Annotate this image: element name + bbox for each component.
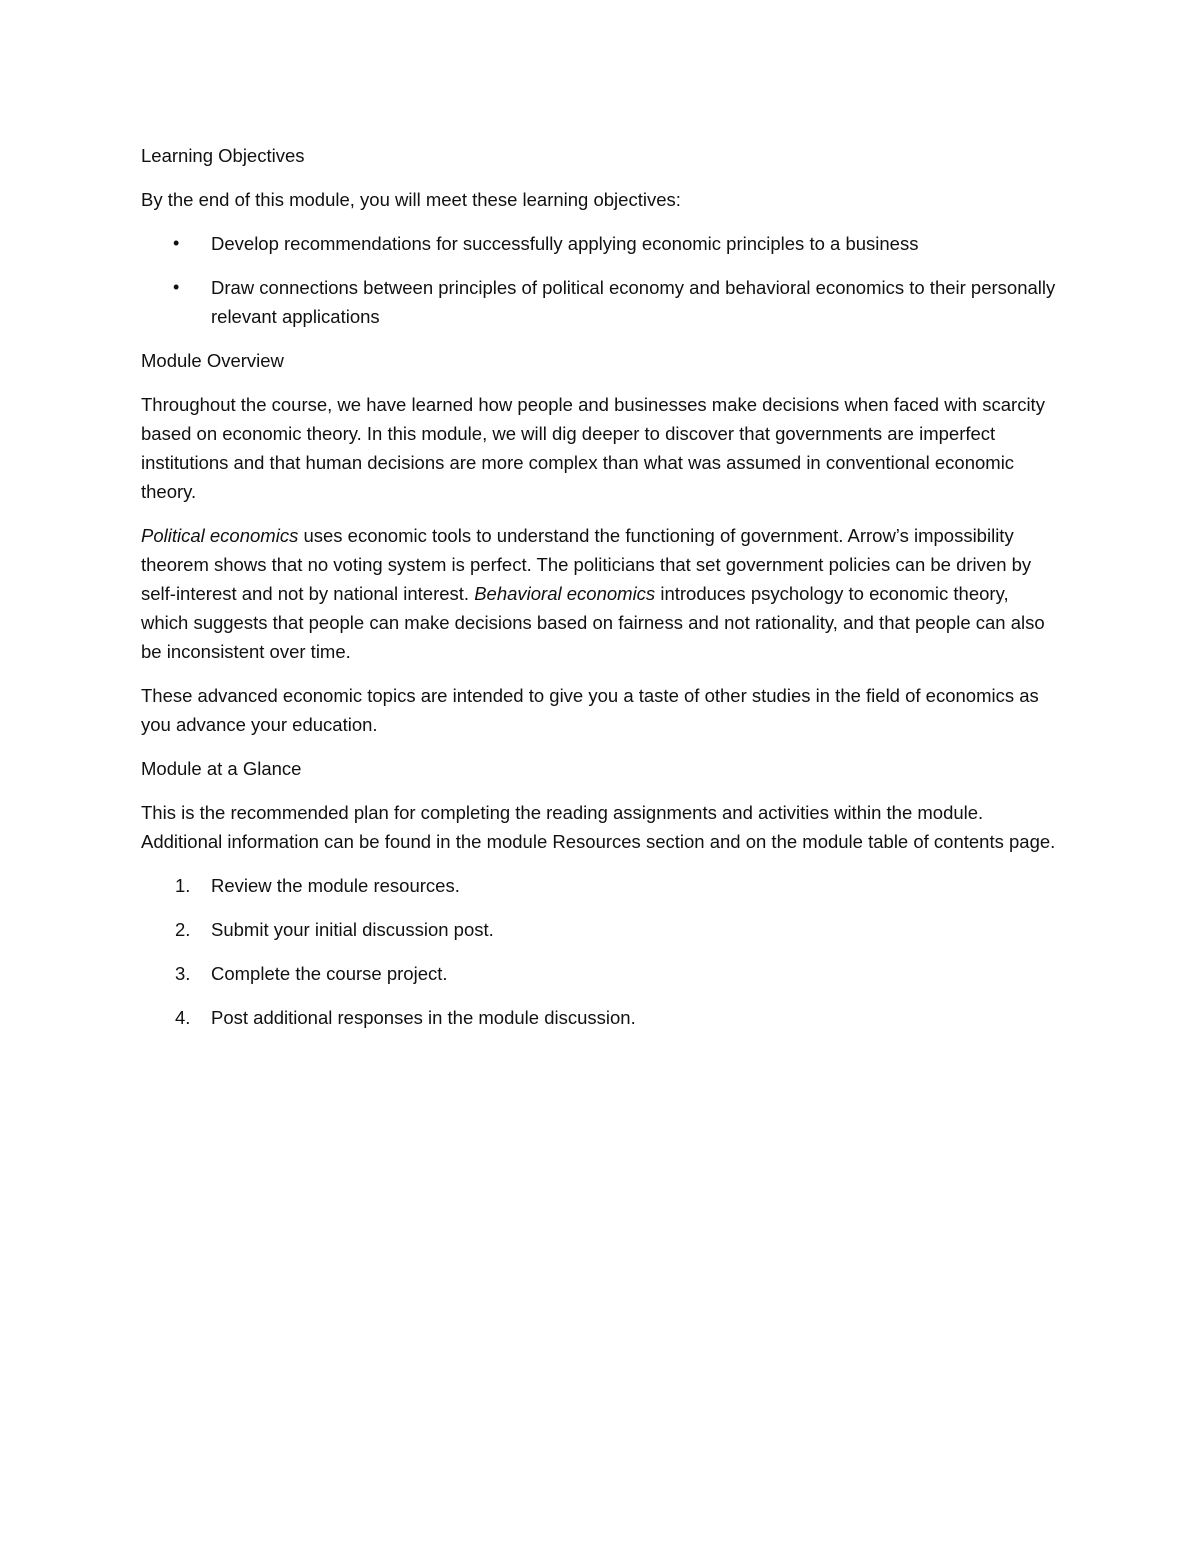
objective-text: Develop recommendations for successfully applying economic principles to a business — [211, 233, 919, 254]
glance-intro: This is the recommended plan for completing the reading assignments and activities within the module. Additional information can be found in the module Resources section and on the module table of contents page. — [141, 802, 1056, 852]
objective-text: Draw connections between principles of political economy and behavioral economics to their personally relevant applications — [211, 277, 1056, 327]
glance-steps-list — [141, 871, 1061, 1032]
step-text: Complete the course project. — [211, 963, 448, 984]
overview-text-segment: uses economic tools to understand the functioning of government. Arrow’s impossibility theorem shows that no voting system is perfect. The politicians that set government policies can be driven by self-interest and not by national interest. — [141, 525, 1032, 604]
list-item — [141, 229, 1061, 258]
module-overview-heading: Module Overview — [141, 350, 284, 371]
list-item — [141, 273, 1061, 331]
step-number: 3. — [175, 963, 191, 984]
bullet-icon: • — [173, 233, 180, 253]
module-at-a-glance-heading: Module at a Glance — [141, 758, 302, 779]
overview-text-segment: introduces psychology to economic theory, which suggests that people can make decisions based on fairness and not rationality, and that people can also be inconsistent over time. — [141, 583, 1045, 662]
learning-objectives-intro: By the end of this module, you will meet these learning objectives: — [141, 189, 681, 210]
learning-objectives-list — [141, 229, 1061, 331]
term-behavioral-economics: Behavioral economics — [474, 583, 656, 604]
list-item — [141, 871, 1061, 900]
step-text: Post additional responses in the module discussion. — [211, 1007, 636, 1028]
document-page — [141, 141, 1061, 1047]
list-item — [141, 915, 1061, 944]
step-text: Review the module resources. — [211, 875, 460, 896]
list-item — [141, 1003, 1061, 1032]
bullet-icon: • — [173, 277, 180, 297]
overview-paragraph-1: Throughout the course, we have learned how people and businesses make decisions when faced with scarcity based on economic theory. In this module, we will dig deeper to discover that governments are imperfect institutions and that human decisions are more complex than what was assumed in conventional economic theory. — [141, 394, 1045, 502]
step-number: 1. — [175, 875, 191, 896]
learning-objectives-heading: Learning Objectives — [141, 145, 305, 166]
list-item — [141, 959, 1061, 988]
overview-paragraph-3: These advanced economic topics are intended to give you a taste of other studies in the field of economics as you advance your education. — [141, 685, 1039, 735]
step-number: 2. — [175, 919, 191, 940]
step-number: 4. — [175, 1007, 191, 1028]
overview-paragraph-2 — [141, 521, 1061, 666]
term-political-economics: Political economics — [141, 525, 299, 546]
step-text: Submit your initial discussion post. — [211, 919, 494, 940]
